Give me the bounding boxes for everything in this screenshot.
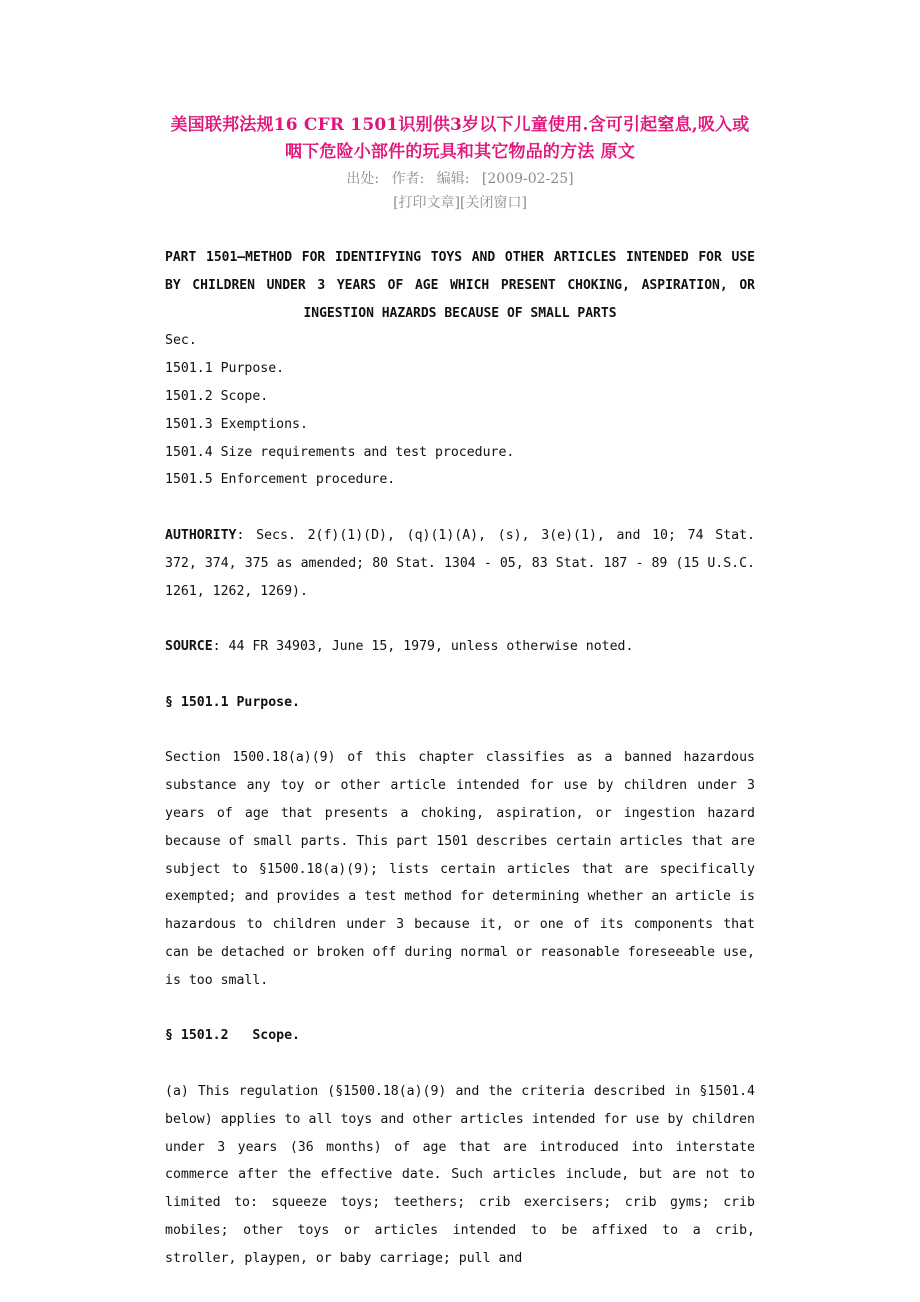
publish-date: [2009-02-25] [481, 171, 574, 187]
editor-label: 编辑: [436, 171, 470, 187]
toc-item: 1501.3 Exemptions. [165, 416, 308, 432]
toc-item: 1501.5 Enforcement procedure. [165, 472, 396, 488]
authority-paragraph [165, 522, 755, 605]
authority-text: : Secs. 2(f)(1)(D), (q)(1)(A), (s), 3(e)(1), and 10; 74 Stat. 372, 374, 375 as amended; 80 Stat. 1304 - 05, 83 Stat. 187 - 89 (15 U.S.C. 1261, 1262, 1269). [165, 527, 755, 599]
source-paragraph [165, 633, 755, 661]
article-meta [165, 168, 755, 190]
authority-label: AUTHORITY [165, 527, 237, 543]
part-heading: PART 1501—METHOD FOR IDENTIFYING TOYS AND OTHER ARTICLES INTENDED FOR USE BY CHILDREN UNDER 3 YEARS OF AGE WHICH PRESENT CHOKING, ASPIRATION, OR INGESTION HAZARDS BECAUSE OF SMALL PARTS [165, 250, 755, 321]
sec-label: Sec. [165, 333, 197, 349]
source-label: 出处: [346, 171, 380, 187]
section-2-text: (a) This regulation (§1500.18(a)(9) and the criteria described in §1501.4 below) applies to all toys and other articles intended for use by children under 3 years (36 months) of age that are introduced into interstate commerce after the effective date. Such articles include, but are not to limited to: squeeze toys; teethers; crib exercisers; crib gyms; crib mobiles; other toys or articles intended to be affixed to a crib, stroller, playpen, or baby carriage; pull and [165, 1083, 755, 1266]
toc-item: 1501.2 Scope. [165, 388, 269, 404]
author-label: 作者: [391, 171, 425, 187]
print-article-link[interactable]: [打印文章] [393, 195, 460, 211]
source-label-doc: SOURCE [165, 639, 213, 655]
document-body [165, 244, 755, 1272]
document-page [165, 112, 755, 1272]
toc-item: 1501.4 Size requirements and test procedure. [165, 444, 515, 460]
close-window-link[interactable]: [关闭窗口] [460, 195, 527, 211]
source-text: : 44 FR 34903, June 15, 1979, unless otherwise noted. [212, 639, 634, 655]
table-of-contents [165, 355, 755, 494]
section-2-heading: § 1501.2 Scope. [165, 1028, 300, 1044]
section-1-text: Section 1500.18(a)(9) of this chapter classifies as a banned hazardous substance any toy or other article intended for use by children under 3 years of age that presents a choking, aspiration, or ingestion hazard because of small parts. This part 1501 describes certain articles that are subject to §1500.18(a)(9); lists certain articles that are specifically exempted; and provides a test method for determining whether an article is hazardous to children under 3 because it, or one of its components that can be detached or broken off during normal or reasonable foreseeable use, is too small. [165, 750, 755, 988]
toc-item: 1501.1 Purpose. [165, 361, 285, 377]
page-title: 美国联邦法规16 CFR 1501识别供3岁以下儿童使用.含可引起窒息,吸入或咽下危险小部件的玩具和其它物品的方法 原文 [170, 115, 750, 162]
article-actions [165, 192, 755, 214]
section-1-heading: § 1501.1 Purpose. [165, 694, 300, 710]
